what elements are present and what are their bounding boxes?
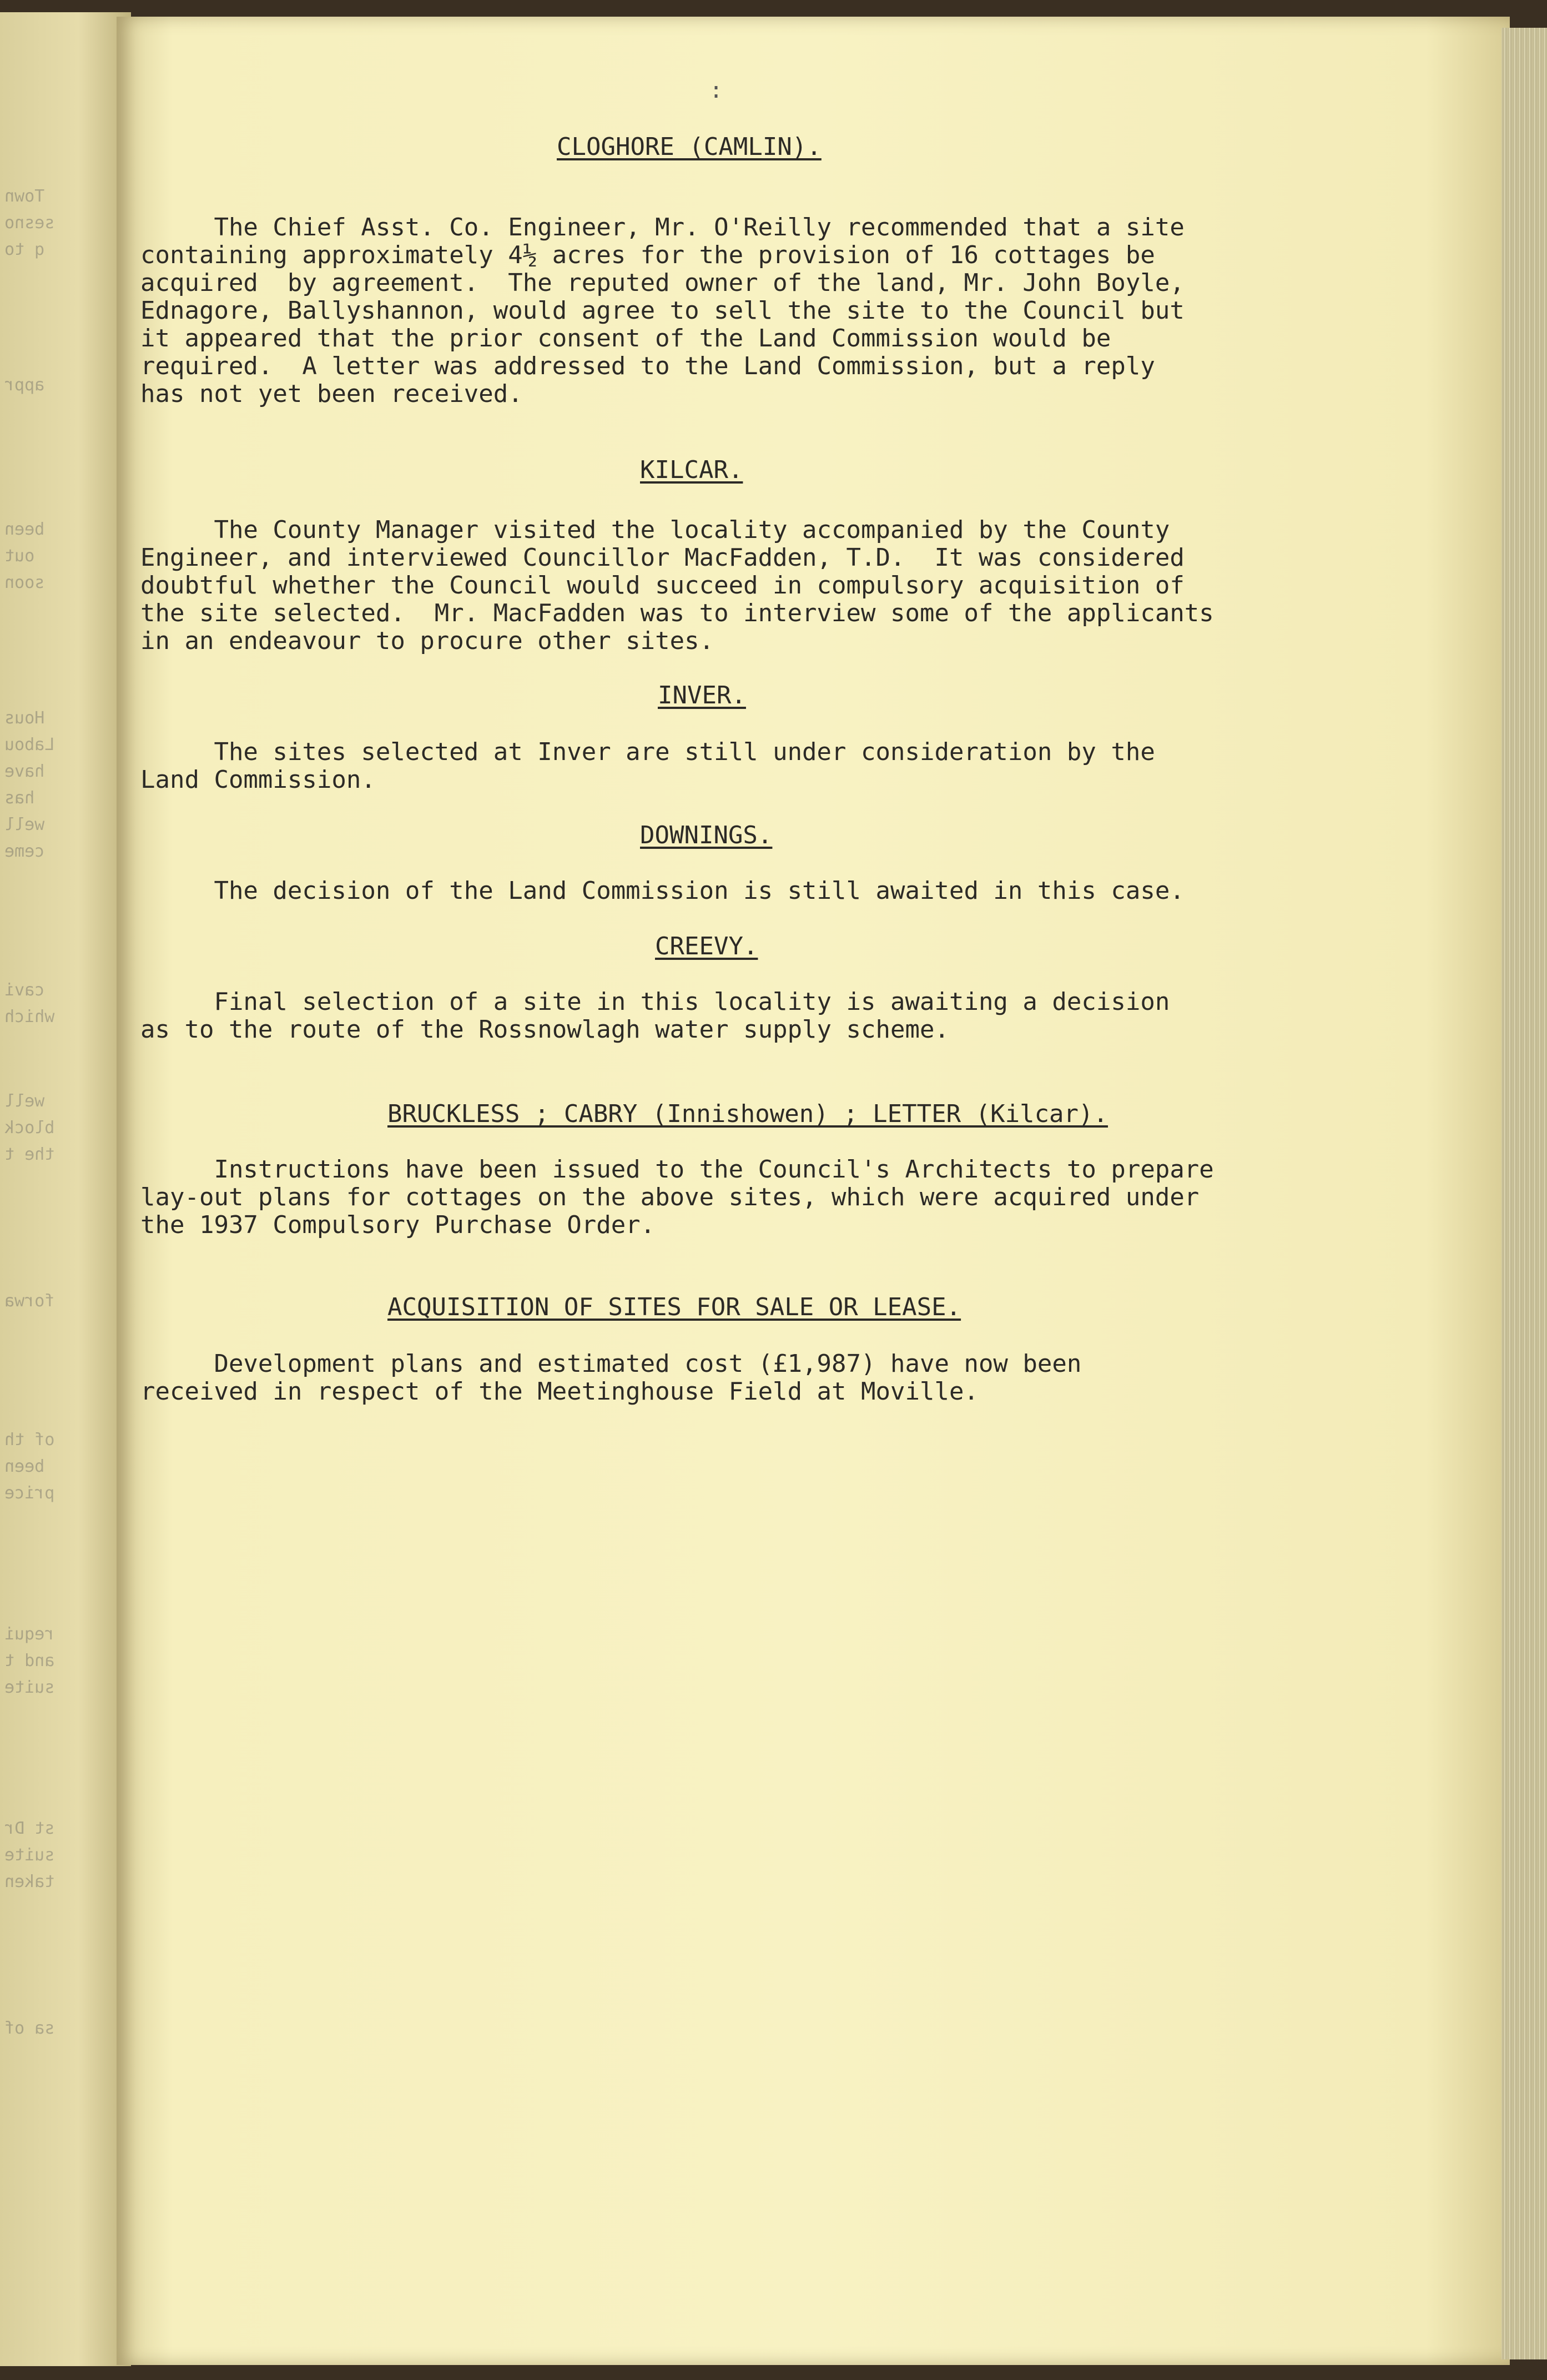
bleed-through-word: well bbox=[4, 815, 45, 834]
bleed-through-group bbox=[0, 516, 131, 596]
heading-cloghore: CLOGHORE (CAMLIN). bbox=[557, 133, 822, 161]
para-cloghore-5: required. A letter was addressed to the Land Commission, but a reply bbox=[140, 352, 1155, 380]
bleed-through-word: st Dr bbox=[4, 1819, 55, 1838]
bleed-through-word: taken bbox=[4, 1872, 55, 1891]
para-cloghore-0: The Chief Asst. Co. Engineer, Mr. O'Reilly recommended that a site bbox=[140, 213, 1185, 241]
bleed-through-word: ceme bbox=[4, 842, 45, 861]
para-creevy-1: as to the route of the Rossnowlagh water supply scheme. bbox=[140, 1015, 949, 1044]
bleed-through-word: soon bbox=[4, 573, 45, 592]
bleed-through-word: of th bbox=[4, 1430, 55, 1450]
bleed-through-word: requi bbox=[4, 1624, 55, 1644]
para-bruckless-0: Instructions have been issued to the Council's Architects to prepare bbox=[140, 1155, 1214, 1184]
bleed-through-group bbox=[0, 1088, 131, 1168]
bleed-through-word: has bbox=[4, 788, 35, 808]
bleed-through-word: and t bbox=[4, 1651, 55, 1670]
left-facing-page bbox=[0, 12, 131, 2366]
bleed-through-word: out bbox=[4, 546, 35, 566]
bleed-through-word: well bbox=[4, 1091, 45, 1111]
bleed-through-word: the t bbox=[4, 1145, 55, 1164]
heading-bruckless: BRUCKLESS ; CABRY (Innishowen) ; LETTER (Kilcar). bbox=[387, 1100, 1108, 1128]
heading-acquisition: ACQUISITION OF SITES FOR SALE OR LEASE. bbox=[387, 1293, 961, 1321]
bleed-through-group bbox=[0, 1815, 131, 1895]
para-kilcar-1: Engineer, and interviewed Councillor MacFadden, T.D. It was considered bbox=[140, 544, 1185, 572]
bleed-through-group bbox=[0, 2015, 131, 2042]
para-cloghore-1: containing approximately 4½ acres for the provision of 16 cottages be bbox=[140, 241, 1155, 269]
bleed-through-group bbox=[0, 705, 131, 865]
bleed-through-group bbox=[0, 1288, 131, 1315]
bleed-through-word: sa of bbox=[4, 2019, 55, 2038]
para-kilcar-3: the site selected. Mr. MacFadden was to interview some of the applicants bbox=[140, 599, 1214, 627]
para-cloghore-2: acquired by agreement. The reputed owner of the land, Mr. John Boyle, bbox=[140, 269, 1185, 297]
para-acquisition-1: received in respect of the Meetinghouse Field at Moville. bbox=[140, 1377, 979, 1406]
bleed-through-word: which bbox=[4, 1007, 55, 1027]
bleed-through-word: q to bbox=[4, 240, 45, 259]
bleed-through-group bbox=[0, 1427, 131, 1507]
para-bruckless-2: the 1937 Compulsory Purchase Order. bbox=[140, 1211, 656, 1239]
bleed-through-word: sesno bbox=[4, 213, 55, 233]
bleed-through-word: appr bbox=[4, 375, 45, 395]
para-acquisition-0: Development plans and estimated cost (£1,987) have now been bbox=[140, 1350, 1082, 1378]
bleed-through-word: Hous bbox=[4, 708, 45, 728]
bleed-through-word: forwa bbox=[4, 1291, 55, 1311]
para-bruckless-1: lay-out plans for cottages on the above sites, which were acquired under bbox=[140, 1183, 1200, 1211]
bleed-through-word: price bbox=[4, 1483, 55, 1503]
bleed-through-word: block bbox=[4, 1118, 55, 1138]
bleed-through-group bbox=[0, 1621, 131, 1701]
bleed-through-group bbox=[0, 183, 131, 263]
page-stack-edge bbox=[1501, 28, 1547, 2359]
heading-kilcar: KILCAR. bbox=[640, 456, 743, 484]
para-kilcar-2: doubtful whether the Council would succeed in compulsory acquisition of bbox=[140, 571, 1185, 600]
top-mark: : bbox=[709, 78, 723, 103]
bleed-through-word: Town bbox=[4, 187, 45, 206]
para-inver-1: Land Commission. bbox=[140, 766, 376, 794]
heading-inver: INVER. bbox=[658, 681, 746, 710]
para-cloghore-6: has not yet been received. bbox=[140, 380, 523, 408]
para-cloghore-4: it appeared that the prior consent of the Land Commission would be bbox=[140, 324, 1111, 353]
bleed-through-word: suite bbox=[4, 1678, 55, 1697]
para-inver-0: The sites selected at Inver are still under consideration by the bbox=[140, 738, 1155, 766]
para-cloghore-3: Ednagore, Ballyshannon, would agree to sell the site to the Council but bbox=[140, 296, 1185, 325]
bleed-through-word: been bbox=[4, 520, 45, 539]
bleed-through-word: suite bbox=[4, 1845, 55, 1865]
bleed-through-word: been bbox=[4, 1457, 45, 1476]
para-downings-0: The decision of the Land Commission is still awaited in this case. bbox=[140, 877, 1185, 905]
para-kilcar-0: The County Manager visited the locality accompanied by the County bbox=[140, 516, 1170, 544]
bleed-through-group bbox=[0, 372, 131, 399]
bleed-through-group bbox=[0, 977, 131, 1030]
para-creevy-0: Final selection of a site in this locality is awaiting a decision bbox=[140, 988, 1170, 1016]
para-kilcar-4: in an endeavour to procure other sites. bbox=[140, 627, 714, 655]
heading-creevy: CREEVY. bbox=[655, 932, 758, 960]
heading-downings: DOWNINGS. bbox=[640, 821, 773, 849]
bleed-through-word: Labou bbox=[4, 735, 55, 754]
bleed-through-word: cavi bbox=[4, 980, 45, 1000]
bleed-through-word: have bbox=[4, 762, 45, 781]
